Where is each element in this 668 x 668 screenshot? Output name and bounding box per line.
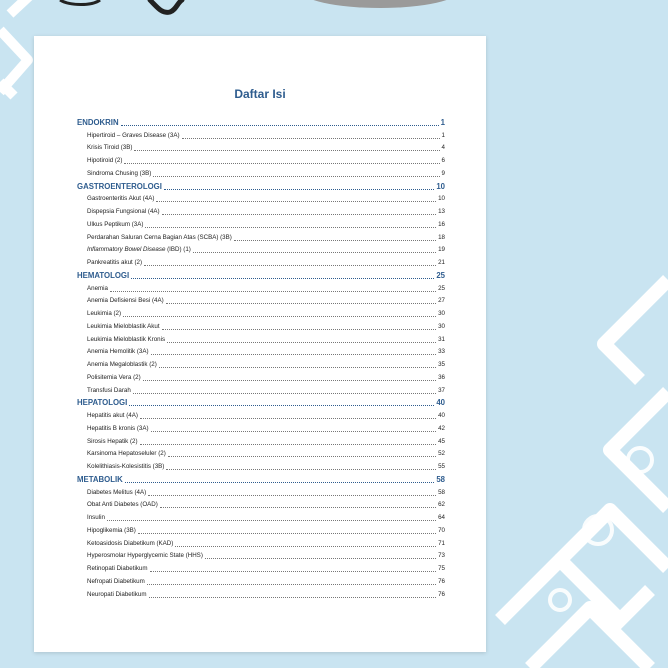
toc-page-number: 55: [438, 463, 445, 470]
toc-entry[interactable]: [77, 320, 445, 333]
toc-page-number: 30: [438, 322, 445, 330]
toc-leader-dots: [150, 571, 437, 572]
toc-page-number: 64: [438, 514, 445, 521]
toc-page-number: 18: [438, 233, 445, 241]
toc-page-number: 1: [440, 117, 445, 127]
toc-leader-dots: [110, 291, 436, 292]
toc-leader-dots: [138, 533, 436, 534]
toc-page-number: 25: [438, 284, 445, 292]
toc-entry[interactable]: [77, 537, 445, 550]
toc-page-number: 52: [438, 450, 445, 458]
toc-entry[interactable]: [77, 384, 445, 397]
toc-label-italic: Inflammatory Bowel Disease: [87, 246, 166, 254]
toc-leader-dots: [193, 252, 436, 253]
toc-page-number: 36: [438, 373, 445, 381]
toc-section-heading[interactable]: [77, 473, 445, 486]
toc-entry[interactable]: [77, 167, 445, 180]
toc-leader-dots: [153, 176, 439, 177]
top-gray-shape: [300, 0, 460, 8]
toc-page-number: 75: [438, 565, 445, 572]
toc-label: Anemia Megaloblastik (2): [87, 361, 157, 368]
toc-section-heading[interactable]: [77, 397, 445, 410]
toc-leader-dots: [162, 329, 437, 330]
toc-label: [87, 244, 191, 256]
toc-leader-dots: [156, 201, 436, 202]
toc-entry[interactable]: [77, 193, 445, 206]
toc-page-number: 58: [438, 488, 445, 496]
toc-leader-dots: [205, 558, 436, 559]
toc-page-number: 9: [441, 169, 445, 177]
right-ornament: [500, 280, 668, 668]
toc-leader-dots: [149, 597, 437, 598]
toc-page-number: 37: [438, 386, 445, 394]
toc-page-number: 73: [438, 552, 445, 560]
toc-section-heading[interactable]: [77, 269, 445, 282]
toc-label: Hipertiroid – Graves Disease (3A): [87, 131, 180, 139]
toc-leader-dots: [140, 444, 437, 445]
toc-label: Nefropati Diabetikum: [87, 577, 145, 585]
toc-leader-dots: [131, 278, 434, 279]
toc-leader-dots: [134, 150, 439, 151]
toc-label: Anemia: [87, 284, 108, 292]
toc-entry[interactable]: [77, 460, 445, 473]
toc-label: Diabetes Melitus (4A): [87, 488, 147, 496]
toc-label: Anemia Defisiensi Besi (4A): [87, 297, 164, 305]
toc-entry[interactable]: [77, 422, 445, 435]
toc-leader-dots: [160, 507, 436, 508]
toc-entry[interactable]: [77, 256, 445, 269]
toc-leader-dots: [182, 138, 440, 139]
toc-entry[interactable]: [77, 524, 445, 537]
toc-entry[interactable]: [77, 231, 445, 244]
toc-page-number: 19: [438, 246, 445, 254]
toc-page-number: 13: [438, 208, 445, 215]
toc-entry[interactable]: [77, 307, 445, 320]
document-page: [34, 36, 486, 652]
toc-label: Anemia Hemolitik (3A): [87, 348, 149, 356]
toc-page-number: 45: [438, 437, 445, 445]
toc-page-number: 62: [438, 501, 445, 509]
toc-label: Ulkus Peptikum (3A): [87, 220, 144, 228]
toc-leader-dots: [107, 520, 436, 521]
toc-label: Neuropati Diabetikum: [87, 590, 147, 598]
toc-page-number: 71: [438, 539, 445, 547]
toc-entry[interactable]: [77, 282, 445, 295]
toc-page-number: 58: [436, 474, 445, 484]
toc-leader-dots: [147, 584, 436, 585]
toc-leader-dots: [148, 495, 436, 496]
toc-section-heading[interactable]: [77, 116, 445, 129]
toc-page-number: 35: [438, 361, 445, 368]
toc-label: Perdarahan Saluran Cerna Bagian Atas (SCBA) (3B): [87, 233, 232, 241]
toc-label: Hyperosmolar Hyperglycemic State (HHS): [87, 552, 203, 560]
toc-entry[interactable]: [77, 550, 445, 563]
toc-label: Sindroma Chusing (3B): [87, 169, 152, 177]
toc-entry[interactable]: [77, 435, 445, 448]
toc-label: Sirosis Hepatik (2): [87, 437, 138, 445]
toc-leader-dots: [175, 546, 436, 547]
toc-page-number: 76: [438, 577, 445, 585]
toc-entry[interactable]: [77, 371, 445, 384]
toc-label: Obat Anti Diabetes (OAD): [87, 501, 158, 509]
toc-page-number: 42: [438, 424, 445, 432]
toc-page-number: 6: [441, 157, 445, 164]
table-of-contents: [77, 116, 445, 601]
toc-leader-dots: [121, 125, 439, 126]
toc-page-number: 70: [438, 526, 445, 534]
toc-label: Krisis Tiroid (3B): [87, 144, 133, 152]
toc-label: Leukimia Mieloblastik Kronis: [87, 335, 166, 343]
toc-entry[interactable]: [77, 588, 445, 601]
toc-leader-dots: [151, 431, 437, 432]
toc-leader-dots: [129, 405, 434, 406]
toc-label: Gastroenteritis Akut (4A): [87, 195, 155, 203]
toc-entry[interactable]: [77, 562, 445, 575]
toc-entry[interactable]: [77, 346, 445, 359]
toc-page-number: 33: [438, 348, 445, 356]
toc-entry[interactable]: [77, 218, 445, 231]
toc-entry[interactable]: [77, 295, 445, 308]
toc-entry[interactable]: [77, 499, 445, 512]
toc-page-number: 10: [438, 195, 445, 203]
toc-entry[interactable]: [77, 244, 445, 257]
toc-leader-dots: [140, 418, 436, 419]
toc-leader-dots: [125, 482, 435, 483]
toc-label: Pankreatitis akut (2): [87, 259, 143, 266]
toc-section-heading[interactable]: [77, 180, 445, 193]
toc-leader-dots: [162, 214, 437, 215]
toc-label: Insulin: [87, 514, 105, 521]
toc-leader-dots: [166, 303, 436, 304]
toc-leader-dots: [166, 469, 436, 470]
toc-page-number: 4: [441, 144, 445, 152]
toc-label: Leukimia Mieloblastik Akut: [87, 322, 160, 330]
toc-leader-dots: [151, 354, 437, 355]
toc-page-number: 1: [441, 131, 445, 139]
toc-label: Ketoasidosis Diabetikum (KAD): [87, 539, 174, 547]
toc-page-number: 16: [438, 220, 445, 228]
toc-leader-dots: [145, 227, 436, 228]
toc-page-number: 21: [438, 259, 445, 266]
toc-label: HEMATOLOGI: [77, 270, 130, 280]
toc-label: Transfusi Darah: [87, 386, 131, 394]
toc-entry[interactable]: [77, 154, 445, 167]
toc-label: GASTROENTEROLOGI: [77, 181, 162, 191]
toc-page-number: 30: [438, 310, 445, 317]
toc-entry[interactable]: [77, 448, 445, 461]
toc-label: Hepatitis akut (4A): [87, 412, 138, 419]
toc-label: METABOLIK: [77, 474, 123, 484]
toc-label: ENDOKRIN: [77, 117, 119, 127]
toc-entry[interactable]: [77, 142, 445, 155]
toc-leader-dots: [159, 367, 436, 368]
toc-leader-dots: [164, 189, 434, 190]
toc-page-number: 40: [436, 398, 445, 408]
toc-label: Hipoglikemia (3B): [87, 526, 136, 534]
toc-label: Polisitemia Vera (2): [87, 373, 141, 381]
toc-label: Retinopati Diabetikum: [87, 565, 148, 572]
toc-entry[interactable]: [77, 511, 445, 524]
toc-label: Hepatitis B kronis (3A): [87, 424, 149, 432]
toc-page-number: 10: [436, 181, 445, 191]
toc-leader-dots: [144, 265, 436, 266]
toc-entry[interactable]: [77, 486, 445, 499]
toc-leader-dots: [143, 380, 436, 381]
toc-label: Leukimia (2): [87, 310, 122, 317]
toc-page-number: 27: [438, 297, 445, 305]
toc-entry[interactable]: [77, 205, 445, 218]
top-brush-stroke: [150, 0, 182, 12]
toc-label: Karsinoma Hepatoseluler (2): [87, 450, 166, 458]
toc-leader-dots: [133, 393, 436, 394]
toc-label: Dispepsia Fungsional (4A): [87, 208, 160, 215]
toc-leader-dots: [124, 163, 439, 164]
toc-leader-dots: [168, 456, 436, 457]
page-title: Daftar Isi: [234, 87, 286, 101]
toc-leader-dots: [167, 342, 436, 343]
toc-label: Hipotiroid (2): [87, 157, 123, 164]
toc-entry[interactable]: [77, 409, 445, 422]
toc-page-number: 40: [438, 412, 445, 419]
toc-label: Kolelithiasis-Kolesistitis (3B): [87, 463, 165, 470]
toc-page-number: 25: [436, 270, 445, 280]
toc-entry[interactable]: [77, 129, 445, 142]
toc-entry[interactable]: [77, 575, 445, 588]
toc-entry[interactable]: [77, 358, 445, 371]
toc-page-number: 76: [438, 590, 445, 598]
toc-entry[interactable]: [77, 333, 445, 346]
toc-label: HEPATOLOGI: [77, 398, 128, 408]
toc-leader-dots: [234, 240, 436, 241]
toc-page-number: 31: [438, 335, 445, 343]
toc-label-rest: (IBD) (1): [165, 246, 191, 254]
toc-leader-dots: [123, 316, 436, 317]
